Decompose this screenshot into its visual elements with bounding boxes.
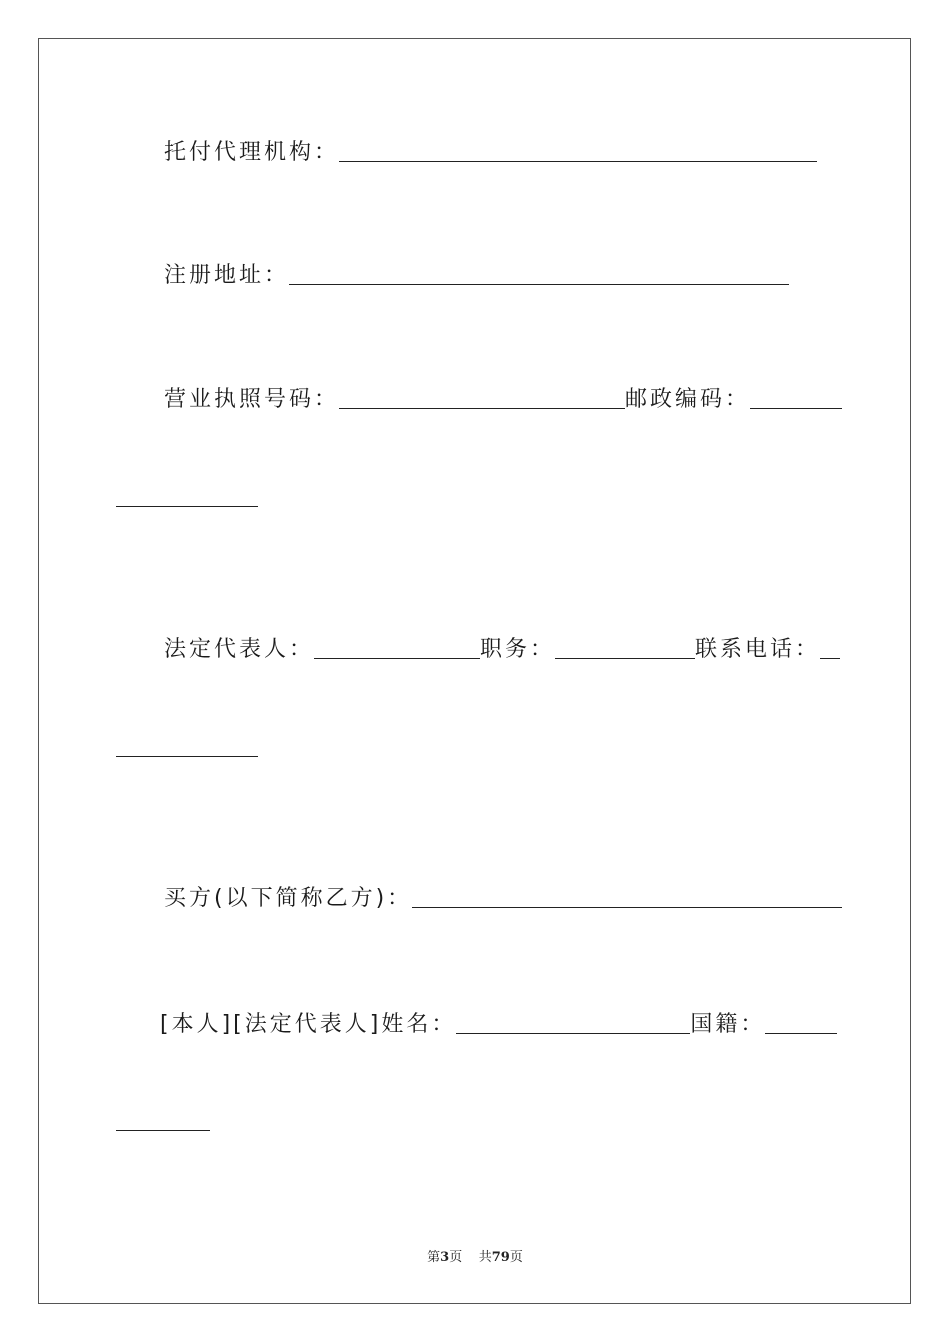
postcode-blank-continued[interactable] <box>116 505 258 507</box>
legal-rep-blank[interactable] <box>314 657 480 659</box>
buyer-blank[interactable] <box>412 906 842 908</box>
buyer-row <box>164 884 842 914</box>
nationality-blank[interactable] <box>765 1032 837 1034</box>
page-frame <box>38 38 911 1304</box>
page-number-prefix: 第 <box>427 1250 441 1265</box>
address-row <box>164 261 789 291</box>
name-blank[interactable] <box>456 1032 690 1034</box>
agency-row <box>164 138 817 168</box>
nationality-label: 国籍： <box>690 1012 766 1037</box>
address-label: 注册地址： <box>164 263 290 288</box>
position-blank[interactable] <box>555 657 695 659</box>
position-label: 职务： <box>480 637 556 662</box>
phone-blank[interactable] <box>820 657 840 659</box>
phone-blank-continued[interactable] <box>116 755 258 757</box>
nationality-blank-continued[interactable] <box>116 1129 210 1131</box>
name-label: [本人][法定代表人]姓名： <box>160 1012 457 1037</box>
license-blank[interactable] <box>339 407 625 409</box>
postcode-blank[interactable] <box>750 407 842 409</box>
page-footer <box>0 1246 950 1265</box>
total-pages-suffix: 页 <box>509 1250 523 1265</box>
license-row <box>164 385 842 415</box>
legal-rep-row <box>164 635 840 665</box>
agency-label: 托付代理机构： <box>164 140 340 165</box>
page-number-suffix: 页 <box>449 1250 463 1265</box>
postcode-continuation-row <box>116 505 258 513</box>
buyer-label: 买方(以下简称乙方)： <box>164 886 413 911</box>
page-number: 3 <box>440 1250 450 1265</box>
agency-blank[interactable] <box>339 160 817 162</box>
nationality-continuation-row <box>116 1129 210 1137</box>
total-pages-prefix: 共 <box>478 1250 492 1265</box>
phone-label: 联系电话： <box>695 637 821 662</box>
license-label: 营业执照号码： <box>164 387 340 412</box>
phone-continuation-row <box>116 755 258 763</box>
legal-rep-label: 法定代表人： <box>164 637 315 662</box>
name-row <box>160 1010 837 1040</box>
postcode-label: 邮政编码： <box>625 387 751 412</box>
total-pages: 79 <box>491 1250 510 1265</box>
address-blank[interactable] <box>289 283 789 285</box>
